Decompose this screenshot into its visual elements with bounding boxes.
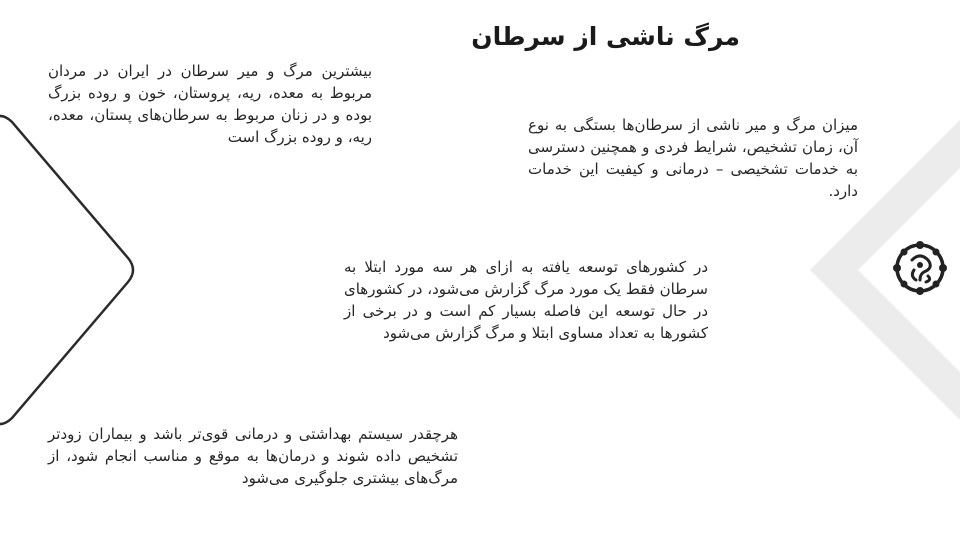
- slide-title: مرگ ناشی از سرطان: [471, 22, 740, 51]
- left-diamond-outline: [0, 116, 133, 424]
- paragraph-developed-countries: در کشورهای توسعه یافته به ازای هر سه مورد ابتلا به سرطان فقط یک مورد مرگ گزارش می‌شود، در کشورهای در حال توسعه این فاصله بسیار کم است و در برخی از کشورها به تعداد مساوی ابتلا و مرگ گزارش می‌شود: [344, 258, 708, 342]
- paragraph-mortality-factors: میزان مرگ و میر ناشی از سرطان‌ها بستگی به نوع آن، زمان تشخیص، شرایط فردی و همچنین دسترسی به خدمات تشخیصی – درمانی و کیفیت این خدمات دارد.: [528, 116, 858, 200]
- paragraph-iran-cancer-deaths: بیشترین مرگ و میر سرطان در ایران در مردان مربوط به معده، ریه، پروستان، خون و روده بزرگ بوده و در زنان مربوط به سرطان‌های پستان، معده، ریه، و روده بزرگ است: [48, 62, 372, 146]
- network-emblem-icon: [892, 240, 948, 296]
- paragraph-health-system: هرچقدر سیستم بهداشتی و درمانی قوی‌تر باشد و بیماران زودتر تشخیص داده شوند و درمان‌ها به موقع و مناسب انجام شود، از مرگ‌های بیشتری جلوگیری می‌شود: [48, 425, 458, 487]
